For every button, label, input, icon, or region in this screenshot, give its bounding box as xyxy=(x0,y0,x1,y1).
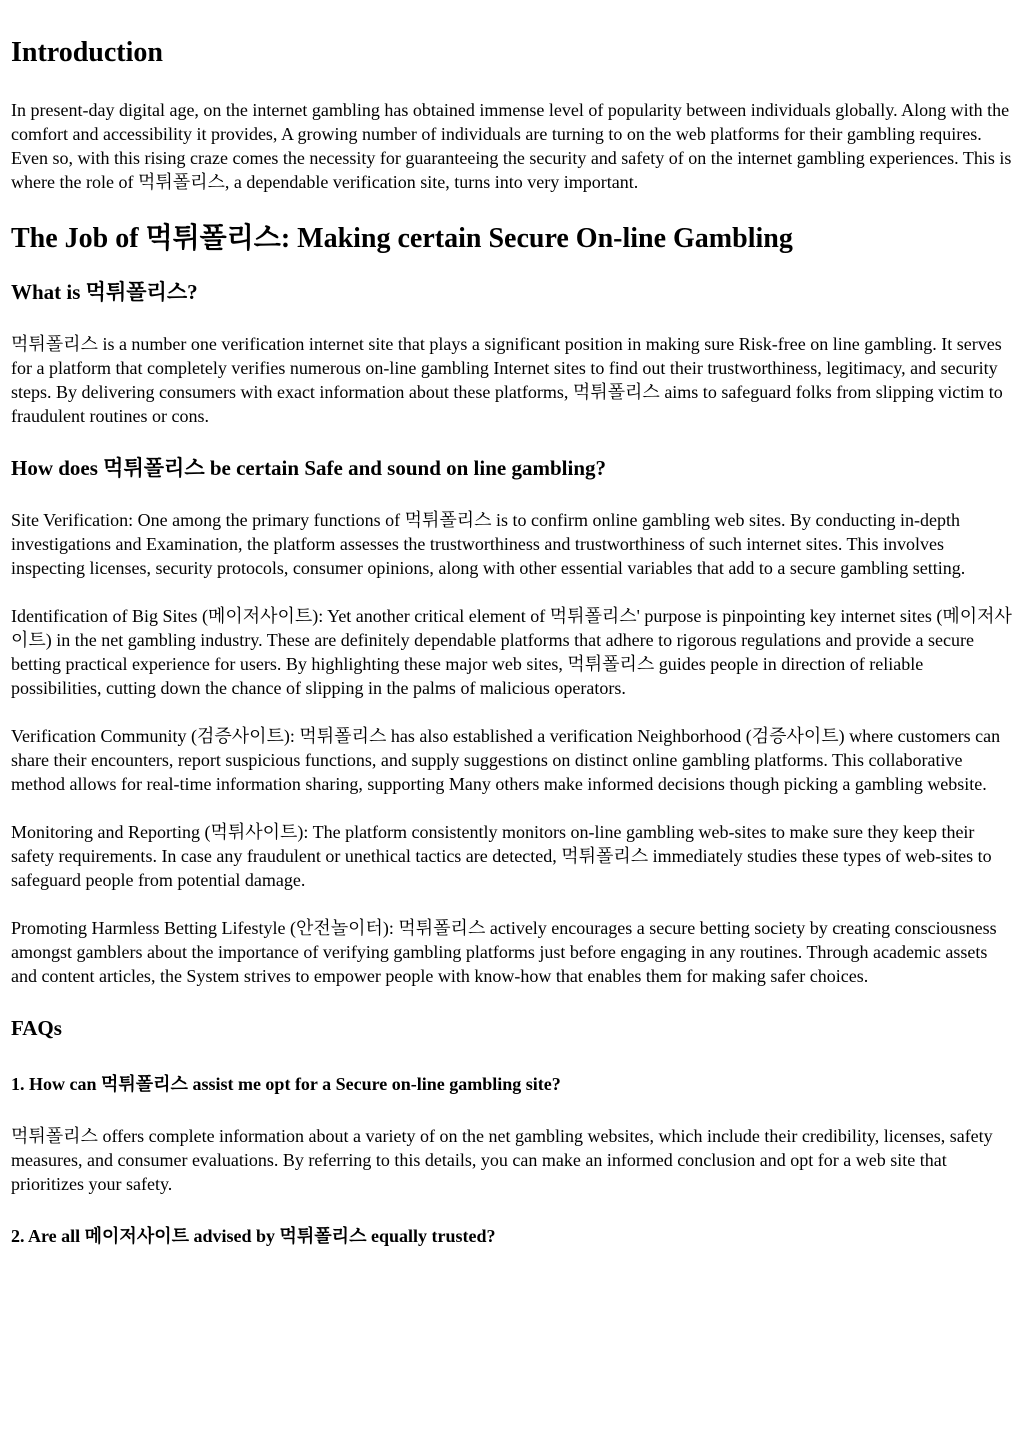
job-heading: The Job of 먹튀폴리스: Making certain Secure On-line Gambling xyxy=(11,223,793,254)
introduction-heading: Introduction xyxy=(11,37,163,68)
monitoring-reporting-paragraph: Monitoring and Reporting (먹튀사이트): The platform consistently monitors on-line gambling web-sites to make sure they keep their safety requirements. In case any fraudulent or unethical tactics are detected, 먹튀폴리스 immediately studies these types of web-sites to safeguard people from potential damage. xyxy=(11,822,992,890)
harmless-betting-paragraph: Promoting Harmless Betting Lifestyle (안전놀이터): 먹튀폴리스 actively encourages a secure betting society by creating consciousness amongst gamblers about the importance of verifying gambling platforms just before engaging in any routines. Through academic assets and content articles, the System strives to empower people with know-how that enables them for making safer choices. xyxy=(11,918,997,986)
faq-question-1: 1. How can 먹튀폴리스 assist me opt for a Secure on-line gambling site? xyxy=(11,1074,561,1094)
big-sites-paragraph: Identification of Big Sites (메이저사이트): Yet another critical element of 먹튀폴리스' purpose is pinpointing key internet sites (메이저사이트) in the net gambling industry. These are definitely dependable platforms that adhere to rigorous regulations and provide a secure betting practical experience for users. By highlighting these major web sites, 먹튀폴리스 guides people in direction of reliable possibilities, cutting down the chance of slipping in the palms of malicious operators. xyxy=(11,606,1012,698)
site-verification-paragraph: Site Verification: One among the primary functions of 먹튀폴리스 is to confirm online gambling web sites. By conducting in-depth investigations and Examination, the platform assesses the trustworthiness and trustworthiness of such internet sites. This involves inspecting licenses, security protocols, consumer opinions, along with other essential variables that add to a secure gambling setting. xyxy=(11,510,966,578)
verification-community-paragraph: Verification Community (검증사이트): 먹튀폴리스 has also established a verification Neighborhood (검증사이트) where customers can share their encounters, report suspicious functions, and supply suggestions on distinct online gambling platforms. This collaborative method allows for real-time information sharing, supporting Many others make informed decisions though picking a gambling website. xyxy=(11,726,1001,794)
faq-answer-1: 먹튀폴리스 offers complete information about a variety of on the net gambling websites, which include their credibility, licenses, safety measures, and consumer evaluations. By referring to this details, you can make an informed conclusion and opt for a web site that prioritizes your safety. xyxy=(11,1126,993,1194)
faq-question-2: 2. Are all 메이저사이트 advised by 먹튀폴리스 equally trusted? xyxy=(11,1226,496,1246)
introduction-paragraph: In present-day digital age, on the internet gambling has obtained immense level of popularity between individuals globally. Along with the comfort and accessibility it provides, A growing number of individuals are turning to on the web platforms for their gambling requires. Even so, with this rising craze comes the necessity for guaranteeing the security and safety of on the internet gambling experiences. This is where the role of 먹튀폴리스, a dependable verification site, turns into very important. xyxy=(11,100,1012,192)
faqs-heading: FAQs xyxy=(11,1016,62,1040)
what-is-paragraph: 먹튀폴리스 is a number one verification internet site that plays a significant position in making sure Risk-free on line gambling. It serves for a platform that completely verifies numerous on-line gambling Internet sites to find out their trustworthiness, legitimacy, and security steps. By delivering consumers with exact information about these platforms, 먹튀폴리스 aims to safeguard folks from slipping victim to fraudulent routines or cons. xyxy=(11,334,1003,426)
how-does-heading: How does 먹튀폴리스 be certain Safe and sound on line gambling? xyxy=(11,456,607,480)
what-is-heading: What is 먹튀폴리스? xyxy=(11,280,198,304)
